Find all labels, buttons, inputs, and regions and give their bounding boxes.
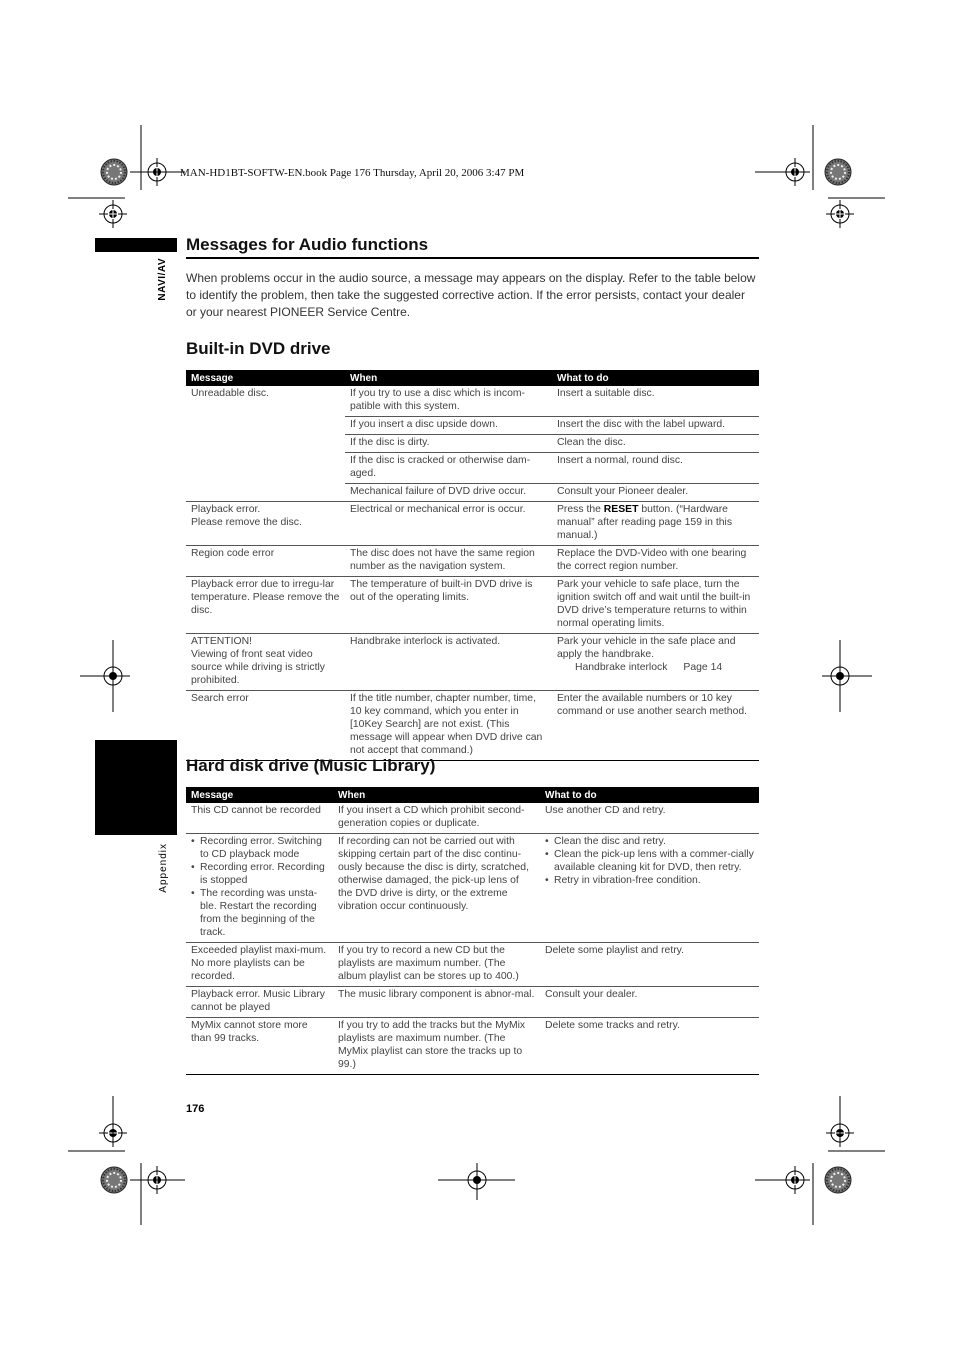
table-header-row	[186, 370, 759, 386]
action-text: button. (“Hardware manual” after reading page 159 in this manual.)	[557, 504, 733, 541]
column-header-what-to-do: What to do	[552, 370, 759, 386]
list-item: • Recording error. Recording is stopped	[200, 861, 328, 887]
message-cell: Region code error	[186, 546, 345, 577]
action-cell: Enter the available numbers or 10 key command or use another search method.	[552, 691, 759, 761]
action-cell: Clean the disc.	[552, 435, 759, 453]
side-tab-appendix: Appendix	[158, 843, 169, 893]
action-cell: Consult your Pioneer dealer.	[552, 484, 759, 502]
page-number: 176	[186, 1103, 205, 1115]
when-cell: If the disc is cracked or otherwise dam-aged.	[345, 453, 552, 484]
list-item: • Recording error. Switching to CD playback mode	[200, 835, 328, 861]
column-header-when: When	[345, 370, 552, 386]
dvd-messages-table	[186, 370, 759, 761]
when-cell: The temperature of built-in DVD drive is out of the operating limits.	[345, 577, 552, 634]
section-title-rule	[186, 257, 759, 259]
action-cell: Use another CD and retry.	[540, 803, 759, 834]
when-cell: Electrical or mechanical error is occur.	[345, 502, 552, 546]
when-cell: If you try to add the tracks but the MyMix playlists are maximum number. (The MyMix playlist can store the tracks up to 99.)	[333, 1018, 540, 1075]
message-cell: This CD cannot be recorded	[186, 803, 333, 834]
when-cell: The disc does not have the same region number as the navigation system.	[345, 546, 552, 577]
hdd-messages-table	[186, 787, 759, 1075]
reference-name: Handbrake interlock	[575, 662, 668, 673]
table-row	[186, 834, 759, 943]
message-cell: Playback error. Music Library cannot be played	[186, 987, 333, 1018]
message-line: Viewing of front seat video source while driving is strictly prohibited.	[191, 649, 325, 686]
message-cell	[186, 634, 345, 691]
section-title-audio-messages: Messages for Audio functions	[186, 235, 429, 254]
section-title-dvd-drive: Built-in DVD drive	[186, 339, 331, 358]
list-item: • The recording was unsta-ble. Restart the recording from the beginning of the track.	[200, 887, 328, 939]
section-tab-bar	[95, 238, 177, 252]
table-row	[186, 691, 759, 761]
action-text: Park your vehicle in the safe place and apply the handbrake.	[557, 636, 736, 660]
message-cell: Exceeded playlist maxi-mum. No more playlists can be recorded.	[186, 943, 333, 987]
message-cell	[186, 502, 345, 546]
when-cell: The music library component is abnor-mal.	[333, 987, 540, 1018]
when-cell: If recording can not be carried out with skipping certain part of the disc continu-ously because the disc is dirty, scratched, otherwise damaged, the pick-up lens of the DVD drive is dirty, or the extreme vibration occur continuously.	[333, 834, 540, 943]
message-cell: Playback error due to irregu-lar temperature. Please remove the disc.	[186, 577, 345, 634]
action-cell	[552, 634, 759, 691]
when-cell: If you insert a CD which prohibit second-generation copies or duplicate.	[333, 803, 540, 834]
appendix-tab-block	[95, 740, 177, 835]
intro-paragraph: When problems occur in the audio source, a message may appears on the display. Refer to the table below to identify the problem, then take the suggested corrective action. If the error persists, contact your dealer or your nearest PIONEER Service Centre.	[186, 271, 756, 319]
message-cell	[186, 834, 333, 943]
action-cell: Delete some playlist and retry.	[540, 943, 759, 987]
message-cell: MyMix cannot store more than 99 tracks.	[186, 1018, 333, 1075]
when-cell: If you insert a disc upside down.	[345, 417, 552, 435]
message-cell: Unreadable disc.	[186, 386, 345, 502]
column-header-message: Message	[186, 370, 345, 386]
book-header-line: MAN-HD1BT-SOFTW-EN.book Page 176 Thursday, April 20, 2006 3:47 PM	[180, 167, 525, 179]
list-item: • Clean the pick-up lens with a commer-cially available cleaning kit for DVD, then retry.	[554, 848, 754, 874]
when-cell: Handbrake interlock is activated.	[345, 634, 552, 691]
when-cell: If the disc is dirty.	[345, 435, 552, 453]
list-item: • Clean the disc and retry.	[554, 835, 754, 848]
table-row	[186, 546, 759, 577]
list-item: • Retry in vibration-free condition.	[554, 874, 754, 887]
column-header-what-to-do: What to do	[540, 787, 759, 803]
table-row	[186, 386, 759, 417]
table-header-row	[186, 787, 759, 803]
table-row	[186, 577, 759, 634]
column-header-when: When	[333, 787, 540, 803]
action-list	[545, 835, 754, 887]
message-cell: Search error	[186, 691, 345, 761]
message-line: Playback error.	[191, 504, 261, 515]
message-list	[191, 835, 328, 939]
when-cell: If you try to record a new CD but the playlists are maximum number. (The album playlist can be stores up to 400.)	[333, 943, 540, 987]
action-cell	[552, 502, 759, 546]
action-cell: Replace the DVD-Video with one bearing the correct region number.	[552, 546, 759, 577]
reset-button-label: RESET	[603, 504, 639, 515]
action-cell: Delete some tracks and retry.	[540, 1018, 759, 1075]
action-cell: Insert a normal, round disc.	[552, 453, 759, 484]
message-line: Please remove the disc.	[191, 517, 302, 528]
column-header-message: Message	[186, 787, 333, 803]
when-cell: If you try to use a disc which is incom-patible with this system.	[345, 386, 552, 417]
table-row	[186, 502, 759, 546]
when-cell: Mechanical failure of DVD drive occur.	[345, 484, 552, 502]
table-row	[186, 634, 759, 691]
reference-page: Page 14	[683, 662, 723, 673]
side-tab-navi-av: NAVI/AV	[157, 258, 168, 301]
table-row	[186, 987, 759, 1018]
message-line: ATTENTION!	[191, 636, 252, 647]
table-row	[186, 1018, 759, 1075]
action-cell: Insert the disc with the label upward.	[552, 417, 759, 435]
table-row	[186, 803, 759, 834]
action-text: Press the	[557, 504, 604, 515]
action-cell: Park your vehicle to safe place, turn the ignition switch off and wait until the built-in DVD drive’s temperature returns to within normal operating limits.	[552, 577, 759, 634]
when-cell: If the title number, chapter number, time, 10 key command, which you enter in [10Key Search] are not exist. (This message will appear when DVD drive can not accept that command.)	[345, 691, 552, 761]
table-row	[186, 943, 759, 987]
action-cell	[540, 834, 759, 943]
action-cell: Insert a suitable disc.	[552, 386, 759, 417]
page-reference	[557, 661, 754, 674]
action-cell: Consult your dealer.	[540, 987, 759, 1018]
section-title-hdd-music-library: Hard disk drive (Music Library)	[186, 756, 436, 775]
